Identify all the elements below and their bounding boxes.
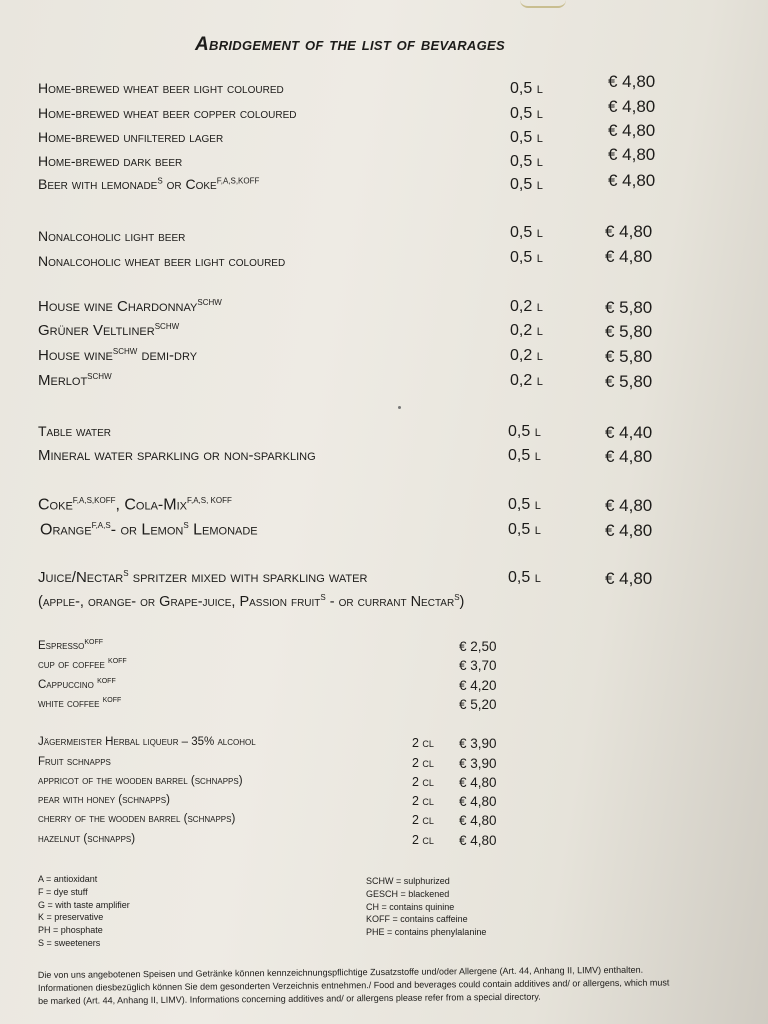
additive-legend-right <box>366 875 486 939</box>
item-name: appricot of the wooden barrel (schnapps) <box>38 775 243 787</box>
speck <box>398 406 401 409</box>
menu-item <box>0 447 768 469</box>
menu-item <box>0 372 768 394</box>
item-price: € 4,80 <box>605 247 653 266</box>
allergen-code: KOFF <box>108 658 127 665</box>
item-name-text: Beer with lemonade <box>38 176 158 192</box>
item-name: Nonalcoholic light beer <box>38 228 186 244</box>
item-volume: 0,5 l <box>508 423 541 440</box>
detail-text: ) <box>459 593 465 610</box>
item-price: € 4,80 <box>605 569 653 588</box>
item-price: € 5,80 <box>605 347 653 366</box>
item-price: € 3,70 <box>459 658 497 673</box>
allergen-code: F,A,S,KOFF <box>216 176 260 186</box>
item-name: Jägermeister Herbal liqueur – 35% alcohol <box>38 736 256 748</box>
item-name-suffix: , Cola-Mix <box>115 496 187 514</box>
item-price: € 5,80 <box>605 298 653 317</box>
menu-item <box>0 678 768 696</box>
item-name-suffix: demi-dry <box>137 347 198 364</box>
detail-text: (apple-, orange- or Grape-juice, Passion fruit <box>38 593 321 610</box>
menu-item <box>0 347 768 369</box>
item-price: € 4,20 <box>459 678 497 693</box>
legend-entry: K = preservative <box>38 912 104 923</box>
legend-entry: PH = phosphate <box>38 925 103 936</box>
item-name-text: House wine <box>38 347 113 364</box>
legend-entry: CH = contains quinine <box>366 901 455 912</box>
item-volume: 2 cl <box>412 736 434 750</box>
item-name <box>38 639 103 652</box>
item-price: € 5,20 <box>459 697 497 712</box>
item-volume: 0,5 l <box>510 80 543 97</box>
item-name: Home-brewed unfiltered lager <box>38 129 224 145</box>
item-volume: 2 cl <box>412 794 434 808</box>
item-name <box>40 521 258 539</box>
menu-item <box>0 298 768 320</box>
item-volume: 0,2 l <box>510 372 543 389</box>
legend-entry: G = with taste amplifier <box>38 899 130 910</box>
item-volume: 0,5 l <box>510 129 543 146</box>
allergen-code: SCHW <box>87 372 112 381</box>
item-volume: 0,2 l <box>510 347 543 364</box>
allergen-code: F,A,S <box>91 521 111 530</box>
item-name: hazelnut (schnapps) <box>38 833 136 845</box>
legend-entry: KOFF = contains caffeine <box>366 914 468 925</box>
item-price: € 4,80 <box>608 97 656 116</box>
item-volume: 2 cl <box>412 756 434 770</box>
item-name-suffix: or Coke <box>162 176 217 192</box>
menu-item <box>0 569 768 591</box>
item-price: € 4,40 <box>605 423 653 442</box>
menu-item <box>0 639 768 657</box>
legend-entry: S = sweeteners <box>38 937 101 948</box>
item-name <box>38 569 367 586</box>
item-price: € 4,80 <box>459 813 497 828</box>
allergen-code: SCHW <box>197 298 222 307</box>
item-volume: 0,2 l <box>510 298 543 315</box>
detail-text: - or currant Nectar <box>325 593 455 610</box>
item-price: € 4,80 <box>608 145 656 164</box>
item-name-text: Orange <box>40 521 92 539</box>
additive-legend-left <box>38 873 130 950</box>
menu-item <box>0 322 768 344</box>
item-price: € 3,90 <box>459 736 497 751</box>
item-name-suffix: Lemonade <box>188 521 258 539</box>
allergen-footer <box>38 963 728 1008</box>
menu-item <box>0 247 768 275</box>
item-volume: 2 cl <box>412 813 434 827</box>
allergen-code: KOFF <box>97 678 116 685</box>
item-name-text: Merlot <box>38 372 88 389</box>
item-name: Home-brewed wheat beer copper coloured <box>38 105 297 121</box>
item-name <box>38 496 232 514</box>
item-price: € 3,90 <box>459 756 497 771</box>
menu-item <box>0 756 768 774</box>
legend-entry: PHE = contains phenylalanine <box>366 927 487 938</box>
allergen-code: SCHW <box>112 347 138 356</box>
legend-entry: A = antioxidant <box>38 874 98 884</box>
menu-item <box>0 521 768 543</box>
menu-item <box>0 736 768 754</box>
item-name-text: Juice/Nectar <box>38 569 124 586</box>
item-volume: 0,5 l <box>508 569 541 586</box>
item-price: € 5,80 <box>605 372 653 391</box>
item-volume: 2 cl <box>412 833 434 847</box>
footer-line: be marked (Art. 44, Anhang II, LIMV). Informations concerning additives and/ or allergens please refer from a special directory. <box>38 991 541 1007</box>
item-price: € 4,80 <box>605 222 653 241</box>
item-name-suffix: - or Lemon <box>110 521 184 539</box>
footer-line: Informationen diesbezüglich können Sie dem gesonderten Verzeichnis entnehmen./ Food and beverages could contain additives and/ or allergens, which must <box>37 977 670 994</box>
item-price: € 4,80 <box>459 833 497 848</box>
allergen-code: S <box>454 593 460 602</box>
item-volume: 2 cl <box>412 775 434 789</box>
item-name <box>38 298 222 315</box>
menu-item-detail <box>0 593 768 615</box>
menu-item <box>0 222 768 250</box>
logo-mark <box>520 0 566 8</box>
menu-item <box>0 496 768 518</box>
item-name: Table water <box>38 423 112 439</box>
item-name: Fruit schnapps <box>38 756 111 768</box>
item-volume: 0,2 l <box>510 322 543 339</box>
item-price: € 4,80 <box>605 521 653 540</box>
menu-item <box>0 697 768 715</box>
item-price: € 4,80 <box>605 496 653 515</box>
page-title: Abridgement of the list of bevarages <box>195 34 505 55</box>
item-name: pear with honey (schnapps) <box>38 794 170 806</box>
item-name-text: Grüner Veltliner <box>38 322 155 339</box>
item-price: € 4,80 <box>608 121 656 140</box>
item-volume: 0,5 l <box>508 447 541 464</box>
item-volume: 0,5 l <box>508 521 541 538</box>
allergen-code: KOFF <box>102 697 122 704</box>
legend-entry: F = dye stuff <box>38 886 88 897</box>
item-price: € 4,80 <box>459 775 497 790</box>
menu-item <box>0 833 768 851</box>
menu-item <box>0 171 768 198</box>
item-price: € 4,80 <box>608 171 656 190</box>
item-name <box>38 322 179 339</box>
item-name: Home-brewed dark beer <box>38 153 183 169</box>
item-price: € 5,80 <box>605 322 653 341</box>
allergen-code: S <box>123 569 129 578</box>
item-name <box>38 678 116 691</box>
item-name: Nonalcoholic wheat beer light coloured <box>38 253 286 269</box>
item-volume: 0,5 l <box>510 176 543 193</box>
item-name-text: cup of coffee <box>38 658 109 671</box>
item-price: € 4,80 <box>608 72 656 91</box>
item-name <box>38 176 259 192</box>
menu-item <box>0 658 768 676</box>
item-price: € 4,80 <box>459 794 497 809</box>
allergen-code: SCHW <box>154 322 180 331</box>
item-name-text: House wine Chardonnay <box>38 298 198 315</box>
item-volume: 0,5 l <box>510 249 543 266</box>
item-name-text: Coke <box>38 496 73 514</box>
item-detail <box>38 593 464 610</box>
allergen-code: F,A,S, KOFF <box>186 496 232 505</box>
item-name <box>38 347 197 364</box>
menu-item <box>0 423 768 445</box>
item-name: cherry of the wooden barrel (schnapps) <box>38 813 236 825</box>
allergen-code: F,A,S,KOFF <box>72 496 116 505</box>
item-volume: 0,5 l <box>510 153 543 170</box>
item-price: € 4,80 <box>605 447 653 466</box>
item-price: € 2,50 <box>459 639 497 654</box>
item-name-text: white coffee <box>38 697 103 710</box>
item-name-suffix: spritzer mixed with sparkling water <box>128 569 368 586</box>
allergen-code: KOFF <box>84 639 104 646</box>
item-name <box>38 372 112 389</box>
item-name: Mineral water sparkling or non-sparkling <box>38 447 316 464</box>
item-name <box>38 697 121 710</box>
menu-item <box>0 813 768 831</box>
item-volume: 0,5 l <box>508 496 541 513</box>
menu-item <box>0 794 768 812</box>
item-name: Home-brewed wheat beer light coloured <box>38 80 284 96</box>
item-volume: 0,5 l <box>510 224 543 241</box>
menu-item <box>0 775 768 793</box>
item-name <box>38 658 127 671</box>
item-name-text: Cappuccino <box>38 678 98 691</box>
item-name-text: Espresso <box>38 639 85 652</box>
item-volume: 0,5 l <box>510 105 543 122</box>
allergen-code: S <box>157 176 163 186</box>
footer-line: Die von uns angebotenen Speisen und Getränke können kennzeichnungspflichtige Zusatzstoffe und/oder Allergene (Art. 44, Anhang II, LIMV) enthalten. <box>37 964 644 981</box>
allergen-code: S <box>320 593 326 602</box>
legend-entry: SCHW = sulphurized <box>366 876 450 886</box>
legend-entry: GESCH = blackened <box>366 888 450 899</box>
allergen-code: S <box>183 521 189 530</box>
